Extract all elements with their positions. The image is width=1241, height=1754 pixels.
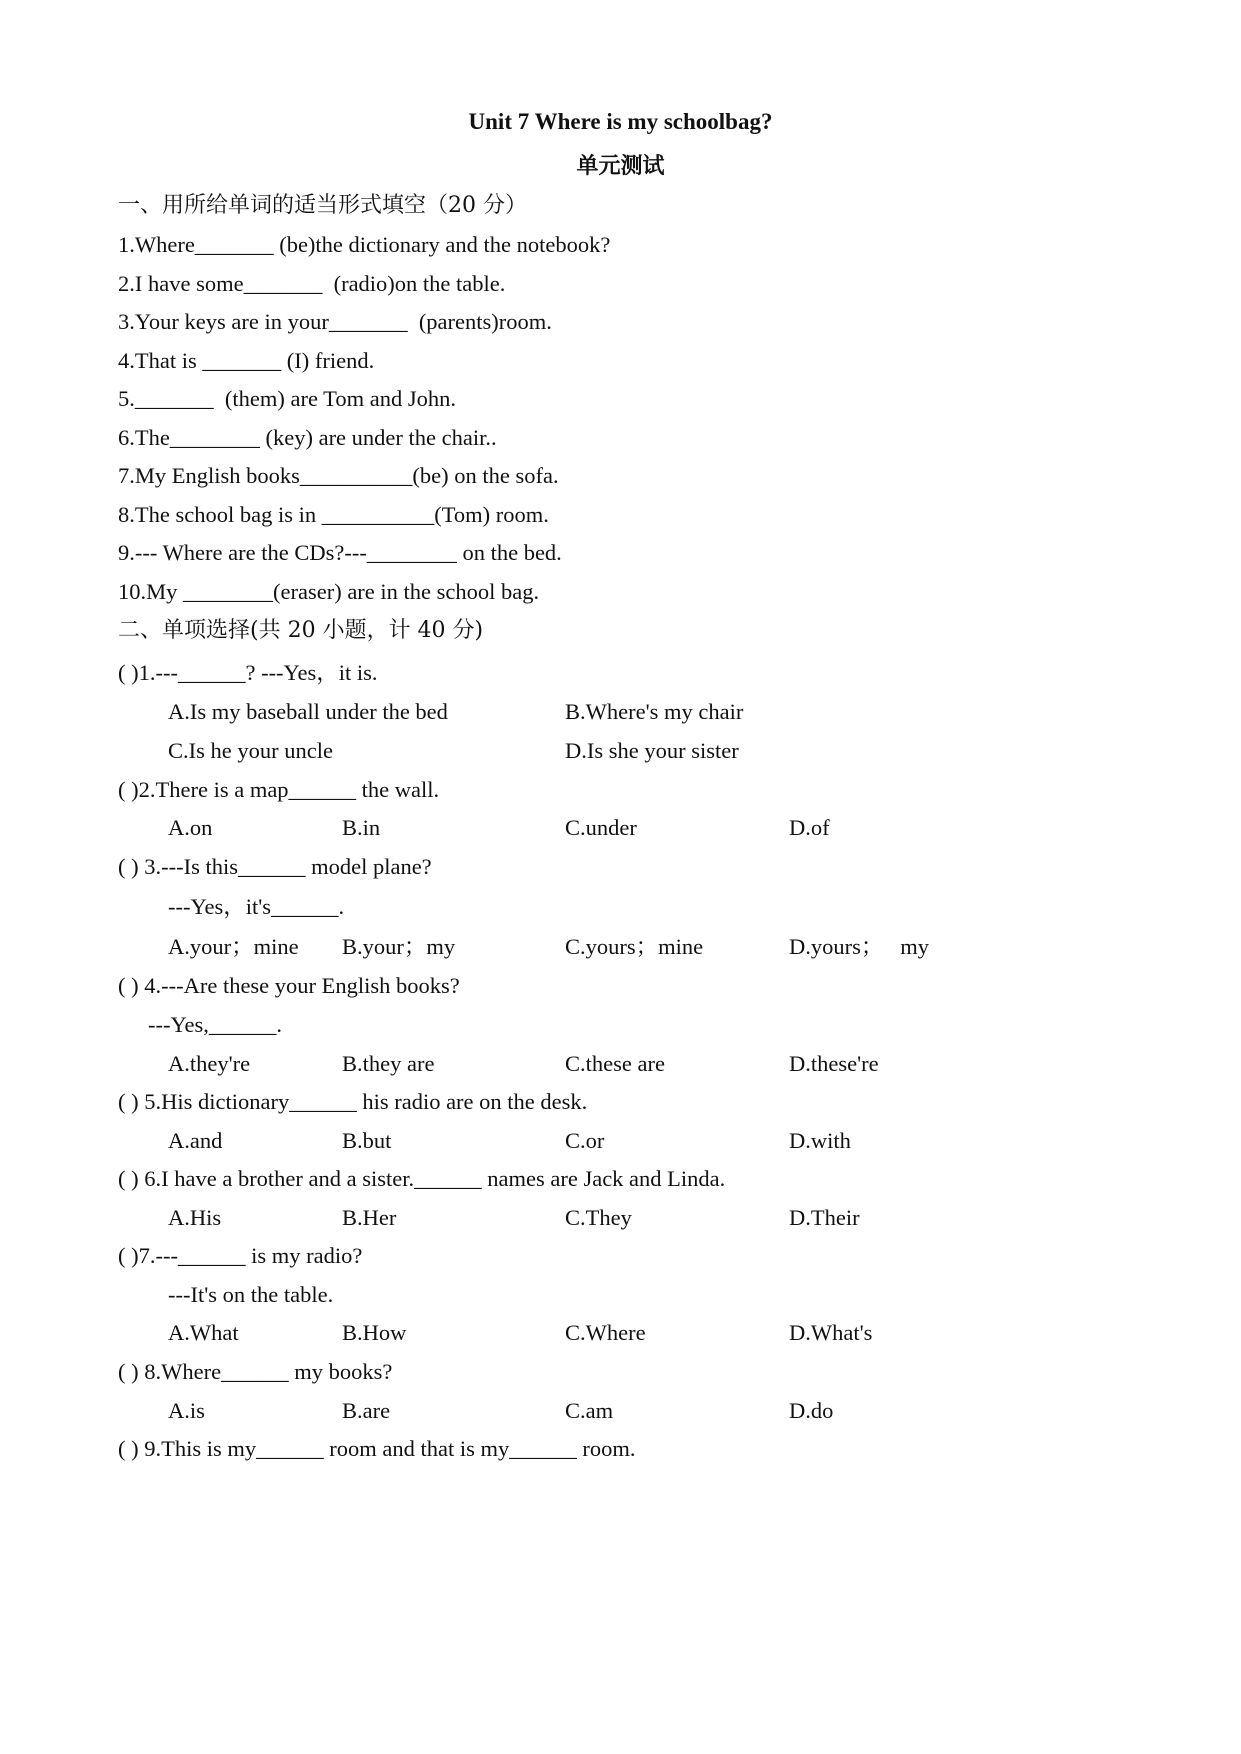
fill-item-9: 9.--- Where are the CDs?---________ on the bed. bbox=[118, 540, 562, 565]
question-3-answer-line: ---Yes，it's______. bbox=[168, 894, 345, 919]
question-4-option-a: A.they're bbox=[168, 1051, 251, 1076]
question-7-stem: ( )7.---______ is my radio? bbox=[118, 1243, 363, 1268]
question-5-option-b: B.but bbox=[342, 1128, 392, 1153]
question-6-stem: ( ) 6.I have a brother and a sister.______ names are Jack and Linda. bbox=[118, 1166, 726, 1191]
question-4-stem: ( ) 4.---Are these your English books? bbox=[118, 973, 460, 998]
question-7-answer-line: ---It's on the table. bbox=[168, 1282, 334, 1307]
question-6-option-d: D.Their bbox=[789, 1205, 860, 1230]
question-3-option-c: C.yours；mine bbox=[565, 934, 704, 959]
fill-item-3: 3.Your keys are in your_______ (parents)room. bbox=[118, 309, 552, 334]
worksheet-title: Unit 7 Where is my schoolbag? bbox=[468, 109, 773, 134]
question-3-option-a: A.your；mine bbox=[168, 934, 299, 959]
question-8-option-b: B.are bbox=[342, 1398, 391, 1423]
worksheet-subtitle: 单元测试 bbox=[576, 153, 665, 179]
question-4-answer-line: ---Yes,______. bbox=[148, 1012, 282, 1037]
question-9-stem: ( ) 9.This is my______ room and that is my______ room. bbox=[118, 1436, 636, 1461]
fill-item-4: 4.That is _______ (I) friend. bbox=[118, 348, 375, 373]
question-5-option-a: A.and bbox=[168, 1128, 223, 1153]
question-1-option-a: A.Is my baseball under the bed bbox=[168, 699, 448, 724]
question-1-option-d: D.Is she your sister bbox=[565, 738, 739, 763]
fill-item-6: 6.The________ (key) are under the chair.. bbox=[118, 425, 497, 450]
question-3-option-b: B.your；my bbox=[342, 934, 456, 959]
question-8-stem: ( ) 8.Where______ my books? bbox=[118, 1359, 393, 1384]
fill-item-2: 2.I have some_______ (radio)on the table. bbox=[118, 271, 506, 296]
question-7-option-d: D.What's bbox=[789, 1320, 873, 1345]
question-2-option-c: C.under bbox=[565, 815, 637, 840]
question-7-option-b: B.How bbox=[342, 1320, 407, 1345]
question-8-option-a: A.is bbox=[168, 1398, 205, 1423]
question-4-option-d: D.these're bbox=[789, 1051, 879, 1076]
section1-heading: 一、用所给单词的适当形式填空（20 分） bbox=[118, 193, 527, 218]
question-2-option-b: B.in bbox=[342, 815, 381, 840]
question-2-option-d: D.of bbox=[789, 815, 830, 840]
question-2-stem: ( )2.There is a map______ the wall. bbox=[118, 777, 440, 802]
question-5-option-c: C.or bbox=[565, 1128, 605, 1153]
question-2-option-a: A.on bbox=[168, 815, 213, 840]
question-5-option-d: D.with bbox=[789, 1128, 851, 1153]
question-5-stem: ( ) 5.His dictionary______ his radio are on the desk. bbox=[118, 1089, 588, 1114]
question-4-option-c: C.these are bbox=[565, 1051, 665, 1076]
fill-item-1: 1.Where_______ (be)the dictionary and the notebook? bbox=[118, 232, 611, 257]
fill-item-7: 7.My English books__________(be) on the sofa. bbox=[118, 463, 559, 488]
question-8-option-c: C.am bbox=[565, 1398, 614, 1423]
question-6-option-a: A.His bbox=[168, 1205, 222, 1230]
section2-heading: 二、单项选择(共 20 小题，计 40 分) bbox=[118, 618, 484, 643]
question-3-stem: ( ) 3.---Is this______ model plane? bbox=[118, 854, 432, 879]
question-6-option-c: C.They bbox=[565, 1205, 632, 1230]
question-1-stem: ( )1.---______? ---Yes，it is. bbox=[118, 660, 378, 685]
fill-item-10: 10.My ________(eraser) are in the school bag. bbox=[118, 579, 540, 604]
question-3-option-d: D.yours； my bbox=[789, 934, 929, 959]
question-7-option-c: C.Where bbox=[565, 1320, 646, 1345]
fill-item-8: 8.The school bag is in __________(Tom) room. bbox=[118, 502, 549, 527]
question-4-option-b: B.they are bbox=[342, 1051, 435, 1076]
fill-item-5: 5._______ (them) are Tom and John. bbox=[118, 386, 456, 411]
question-8-option-d: D.do bbox=[789, 1398, 834, 1423]
question-1-option-c: C.Is he your uncle bbox=[168, 738, 333, 763]
question-6-option-b: B.Her bbox=[342, 1205, 397, 1230]
question-7-option-a: A.What bbox=[168, 1320, 239, 1345]
question-1-option-b: B.Where's my chair bbox=[565, 699, 744, 724]
